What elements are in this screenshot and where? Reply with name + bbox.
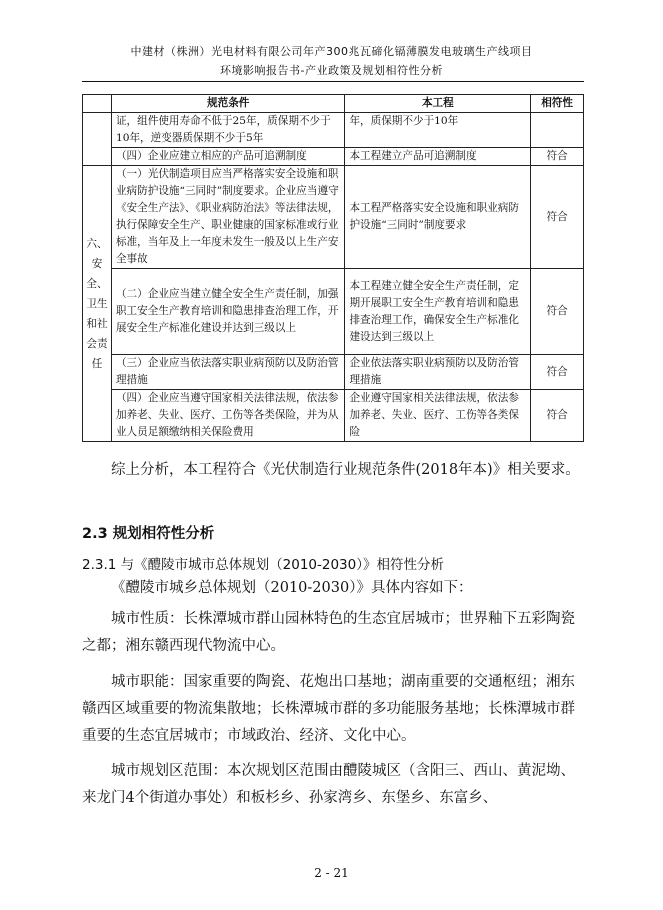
table-header-project: 本工程 bbox=[345, 95, 531, 113]
table-header-category bbox=[83, 95, 112, 113]
table-cell-result: 符合 bbox=[531, 166, 584, 269]
header-divider bbox=[82, 81, 584, 82]
table-cell-condition: （四）企业应当遵守国家相关法律法规，依法参加养老、失业、医疗、工伤等各类保险，并为从业人员足额缴纳相关保险费用 bbox=[111, 390, 344, 442]
intro-paragraph: 《醴陵市城乡总体规划（2010-2030）》具体内容如下： bbox=[111, 580, 473, 596]
table-cell-condition: （四）企业应建立相应的产品可追溯制度 bbox=[111, 148, 344, 166]
table-cell-category: 六、安全、卫生和社会责任 bbox=[83, 166, 112, 442]
summary-paragraph: 综上分析，本工程符合《光伏制造行业规范条件(2018年本)》相关要求。 bbox=[111, 462, 580, 478]
table-cell-project: 企业遵守国家相关法律法规，依法参加养老、失业、医疗、工伤等各类保险 bbox=[345, 390, 531, 442]
table-row bbox=[83, 166, 584, 269]
table-row bbox=[83, 355, 584, 390]
city-nature-paragraph: 城市性质：长株潭城市群山园林特色的生态宜居城市；世界釉下五彩陶瓷之都；湘东赣西现代物流中心。 bbox=[82, 611, 575, 654]
table-cell-project: 本工程建立健全安全生产责任制，定期开展职工安全生产教育培训和隐患排查治理工作，确保安全生产标准化建设达到三级以上 bbox=[345, 269, 531, 355]
table-cell-project: 年，质保期不少于10年 bbox=[345, 113, 531, 148]
table-header-condition: 规范条件 bbox=[111, 95, 344, 113]
page-number: 2 - 21 bbox=[314, 866, 349, 880]
table-cell-result: 符合 bbox=[531, 148, 584, 166]
header-subtitle: 环境影响报告书-产业政策及规划相符性分析 bbox=[220, 64, 443, 77]
section-title: 2.3 规划相符性分析 bbox=[82, 526, 215, 542]
table-cell-category-empty bbox=[83, 113, 112, 166]
table-cell-project: 本工程严格落实安全设施和职业病防护设施“三同时”制度要求 bbox=[345, 166, 531, 269]
planning-scope-paragraph: 城市规划区范围：本次规划区范围由醴陵城区（含阳三、西山、黄泥坳、来龙门4个街道办事处）和板杉乡、孙家湾乡、东堡乡、东富乡、 bbox=[82, 763, 575, 806]
table-header-result: 相符性 bbox=[531, 95, 584, 113]
city-function-paragraph: 城市职能：国家重要的陶瓷、花炮出口基地；湖南重要的交通枢纽；湘东赣西区域重要的物流集散地；长株潭城市群的多功能服务基地；长株潭城市群重要的生态宜居城市；市域政治、经济、文化中心。 bbox=[82, 674, 575, 744]
table-row bbox=[83, 148, 584, 166]
table-cell-result bbox=[531, 113, 584, 148]
table-cell-condition: （二）企业应当建立健全安全生产责任制，加强职工安全生产教育培训和隐患排查治理工作，开展安全生产标准化建设并达到三级以上 bbox=[111, 269, 344, 355]
table-cell-condition: 证，组件使用寿命不低于25年，质保期不少于10年，逆变器质保期不少于5年 bbox=[111, 113, 344, 148]
subsection-title: 2.3.1 与《醴陵市城市总体规划（2010-2030）》相符性分析 bbox=[82, 557, 444, 573]
table-row bbox=[83, 390, 584, 442]
norm-table bbox=[82, 94, 584, 442]
header-title: 中建材（株洲）光电材料有限公司年产300兆瓦碲化镉薄膜发电玻璃生产线项目 bbox=[130, 45, 533, 58]
table-cell-project: 本工程建立产品可追溯制度 bbox=[345, 148, 531, 166]
table-row bbox=[83, 113, 584, 148]
table-row bbox=[83, 269, 584, 355]
table-cell-result: 符合 bbox=[531, 269, 584, 355]
table-header-row bbox=[83, 95, 584, 113]
table-cell-condition: （一）光伏制造项目应当严格落实安全设施和职业病防护设施“三同时”制度要求。企业应当遵守《安全生产法》、《职业病防治法》等法律法规，执行保障安全生产、职业健康的国家标准或行业标准，当年及上一年度未发生一般及以上生产安全事故 bbox=[111, 166, 344, 269]
table-cell-project: 企业依法落实职业病预防以及防治管理措施 bbox=[345, 355, 531, 390]
table-cell-result: 符合 bbox=[531, 390, 584, 442]
table-cell-result: 符合 bbox=[531, 355, 584, 390]
table-cell-condition: （三）企业应当依法落实职业病预防以及防治管理措施 bbox=[111, 355, 344, 390]
